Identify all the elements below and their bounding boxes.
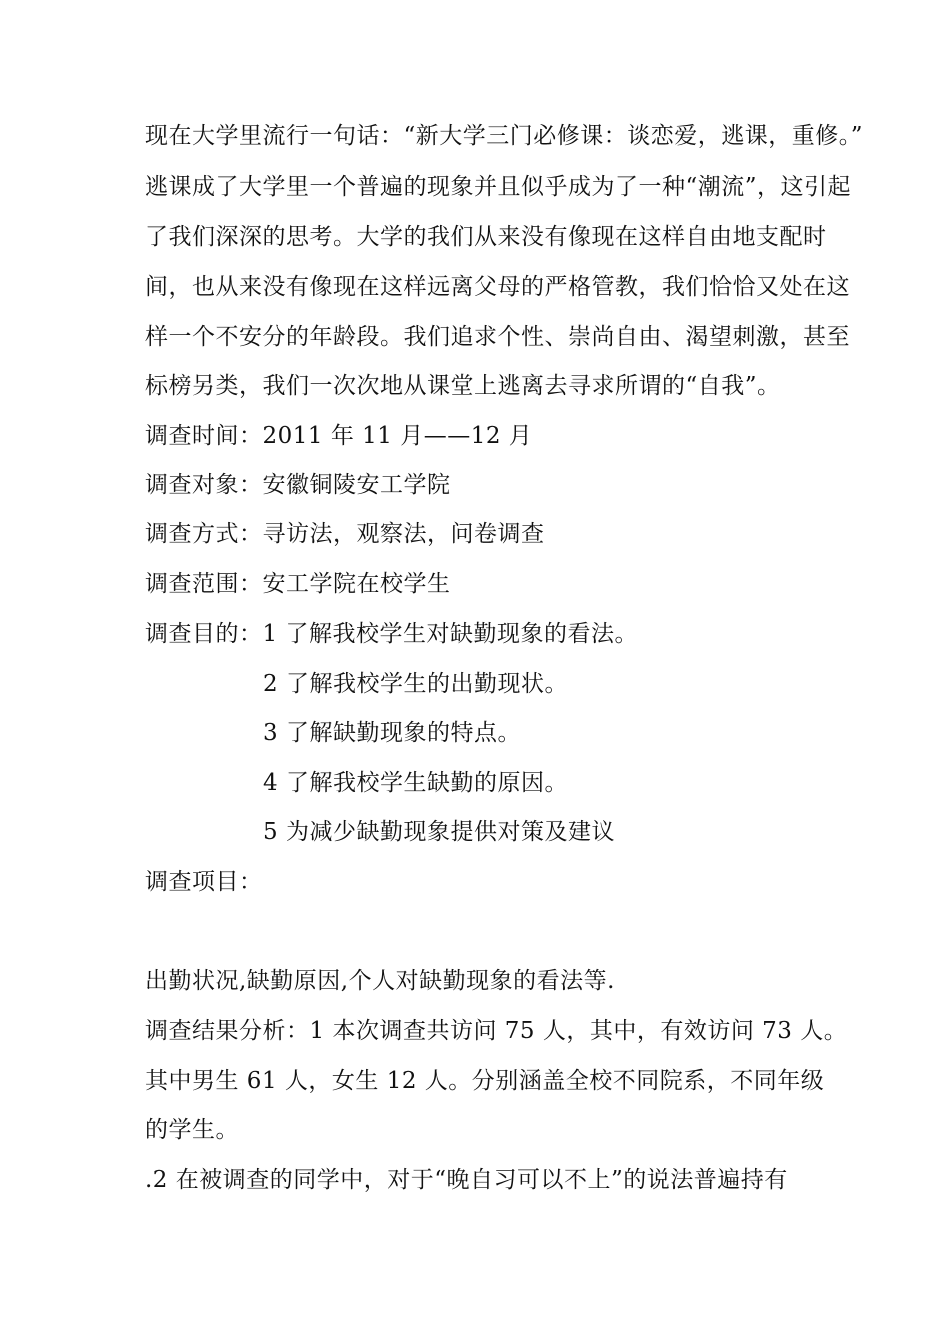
analysis-line-3: 的学生。 [145, 1117, 239, 1143]
analysis-line-4: .2 在被调查的同学中，对于“晚自习可以不上”的说法普遍持有 [145, 1167, 788, 1193]
survey-items-heading: 调查项目： [145, 869, 263, 895]
paragraph-line-3: 了我们深深的思考。大学的我们从来没有像现在这样自由地支配时 [145, 224, 827, 250]
survey-purpose-line-5: 5 为减少缺勤现象提供对策及建议 [263, 819, 615, 845]
survey-time-line: 调查时间：2011 年 11 月——12 月 [145, 423, 533, 449]
survey-purpose-line-1: 调查目的：1 了解我校学生对缺勤现象的看法。 [145, 621, 638, 647]
survey-items-content: 出勤状况,缺勤原因,个人对缺勤现象的看法等. [145, 968, 615, 994]
analysis-line-2: 其中男生 61 人，女生 12 人。分别涵盖全校不同院系，不同年级 [145, 1068, 825, 1094]
survey-scope-line: 调查范围：安工学院在校学生 [145, 571, 451, 597]
survey-subject-line: 调查对象：安徽铜陵安工学院 [145, 472, 451, 498]
paragraph-line-6: 标榜另类，我们一次次地从课堂上逃离去寻求所谓的“自我”。 [145, 373, 781, 399]
analysis-line-1: 调查结果分析：1 本次调查共访问 75 人，其中，有效访问 73 人。 [145, 1018, 848, 1044]
paragraph-line-1: 现在大学里流行一句话：“新大学三门必修课：谈恋爱，逃课，重修。” [145, 123, 864, 149]
survey-purpose-line-3: 3 了解缺勤现象的特点。 [263, 720, 521, 746]
paragraph-line-2: 逃课成了大学里一个普遍的现象并且似乎成为了一种“潮流”，这引起 [145, 174, 852, 200]
paragraph-line-4: 间，也从来没有像现在这样远离父母的严格管教，我们恰恰又处在这 [145, 274, 850, 300]
survey-method-line: 调查方式：寻访法，观察法，问卷调查 [145, 521, 545, 547]
survey-purpose-line-2: 2 了解我校学生的出勤现状。 [263, 671, 568, 697]
paragraph-line-5: 样一个不安分的年龄段。我们追求个性、崇尚自由、渴望刺激，甚至 [145, 324, 850, 350]
survey-purpose-line-4: 4 了解我校学生缺勤的原因。 [263, 770, 568, 796]
